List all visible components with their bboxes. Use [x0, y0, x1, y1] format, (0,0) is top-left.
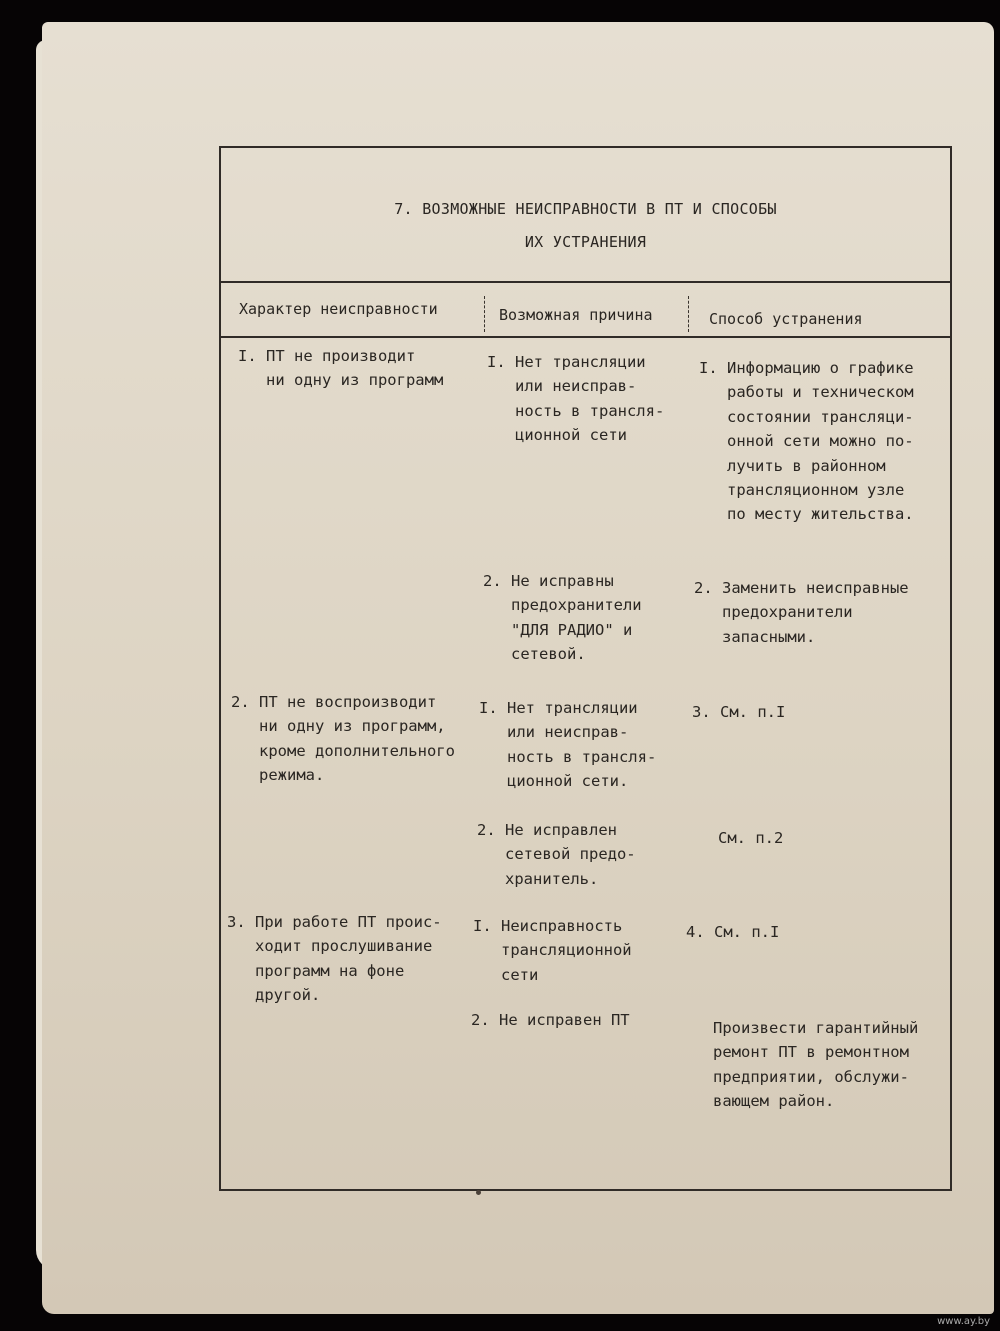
cause-1-1: I. Нет трансляции или неисправ- ность в трансля- ционной сети [487, 353, 665, 445]
header-bottom-rule [221, 336, 950, 338]
cause-2-2: 2. Не исправлен сетевой предо- хранитель. [477, 821, 636, 888]
section-title-line-1: 7. ВОЗМОЖНЫЕ НЕИСПРАВНОСТИ В ПТ И СПОСОБЫ [394, 200, 777, 218]
remedy-3-2: См. п.2 [718, 829, 784, 847]
remedy-2: 2. Заменить неисправные предохранители запасными. [694, 579, 909, 646]
column-separator [688, 296, 689, 332]
section-title-line-2: ИХ УСТРАНЕНИЯ [524, 233, 647, 251]
troubleshooting-table [219, 146, 952, 1191]
remedy-4: 4. См. п.I [686, 923, 780, 941]
page-dot [476, 1190, 481, 1195]
remedy-1: I. Информацию о графике работы и техническом состоянии трансляци- онной сети можно по- лучить в районном трансляционном узле по месту жительства. [699, 359, 914, 524]
fault-1: I. ПТ не производит ни одну из программ [238, 347, 444, 390]
cause-2-1: I. Нет трансляции или неисправ- ность в трансля- ционной сети. [479, 699, 657, 791]
column-header-fault: Характер неисправности [239, 300, 438, 318]
fault-3: 3. При работе ПТ проис- ходит прослушивание программ на фоне другой. [227, 913, 442, 1005]
cause-1-2: 2. Не исправны предохранители "ДЛЯ РАДИО" и сетевой. [483, 572, 642, 664]
cause-3-1: I. Неисправность трансляционной сети [473, 917, 632, 984]
remedy-5: Произвести гарантийный ремонт ПТ в ремонтном предприятии, обслужи- вающем район. [713, 1019, 919, 1111]
fault-2: 2. ПТ не воспроизводит ни одну из программ, кроме дополнительного режима. [231, 693, 455, 785]
column-separator [484, 296, 485, 332]
column-header-remedy: Способ устранения [709, 310, 863, 328]
watermark: www.ay.by [937, 1316, 990, 1327]
cause-3-2: 2. Не исправен ПТ [471, 1011, 630, 1029]
column-header-cause: Возможная причина [499, 306, 653, 324]
document-page [42, 22, 994, 1314]
header-top-rule [221, 281, 950, 283]
remedy-3: 3. См. п.I [692, 703, 786, 721]
